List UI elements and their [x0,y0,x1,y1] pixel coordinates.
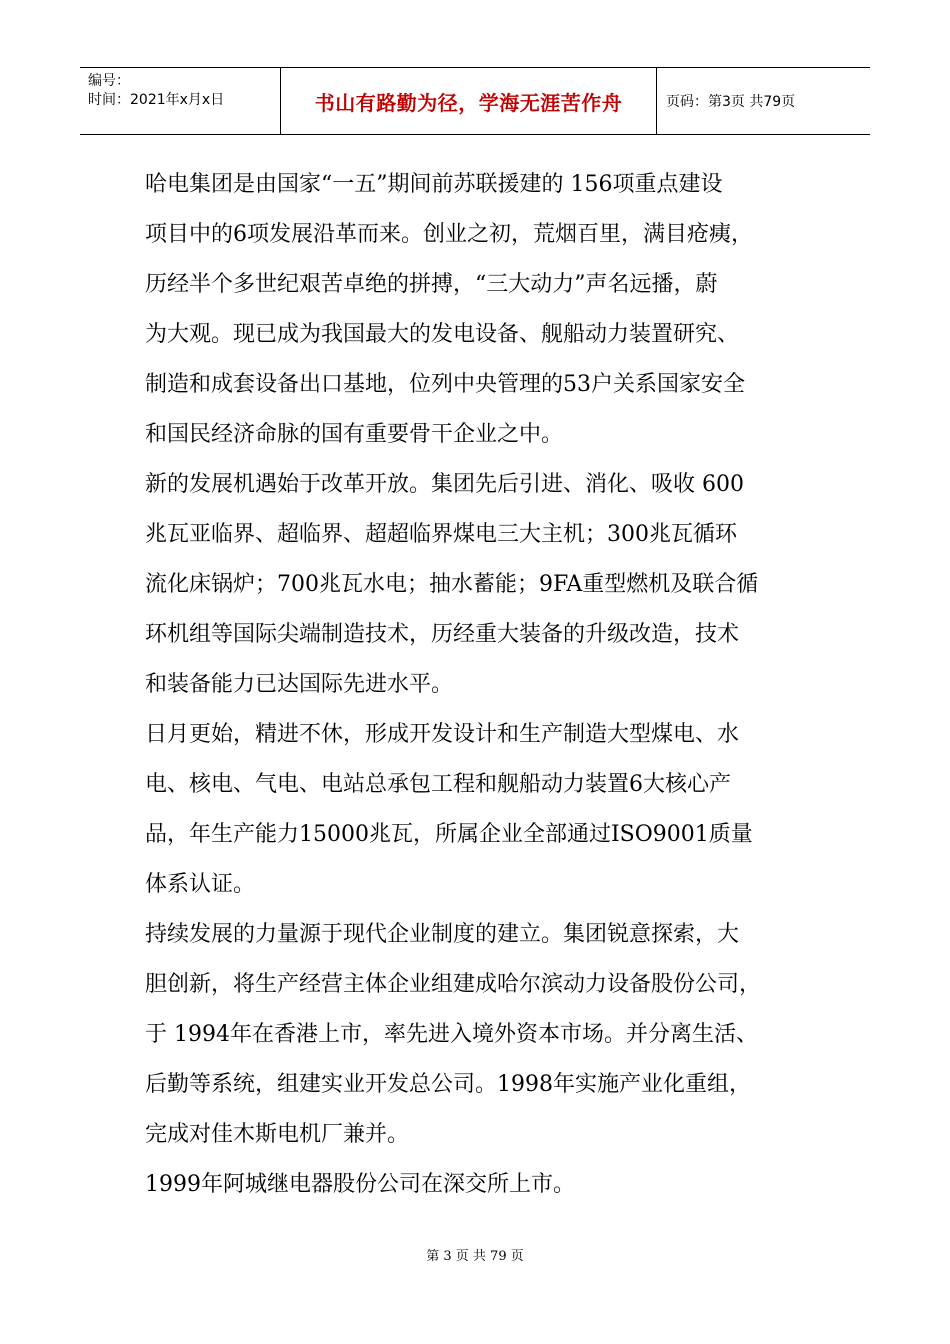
text-line: 体系认证。 [145,872,256,897]
text-line: 于 1994年在香港上市，率先进入境外资本市场。并分离生活、 [145,1022,758,1047]
text-line: 历经半个多世纪艰苦卓绝的拼搏，“三大动力”声名远播，蔚 [145,272,718,297]
text-line: 兆瓦亚临界、超临界、超超临界煤电三大主机；300兆瓦循环 [145,522,737,547]
text-line: 电、核电、气电、电站总承包工程和舰船动力装置6大核心产 [145,772,731,797]
text-line: 流化床锅炉；700兆瓦水电；抽水蓄能；9FA重型燃机及联合循 [145,572,759,597]
document-time-label: 时间：2021年x月x日 [88,92,225,108]
document-number-label: 编号： [88,73,130,89]
text-line: 和装备能力已达国际先进水平。 [145,672,454,697]
text-line: 新的发展机遇始于改革开放。集团先后引进、消化、吸收 600 [145,472,744,497]
text-line: 持续发展的力量源于现代企业制度的建立。集团锐意探索，大 [145,922,740,947]
text-line: 1999年阿城继电器股份公司在深交所上市。 [145,1172,575,1197]
text-line: 项目中的6项发展沿革而来。创业之初，荒烟百里，满目疮痍， [145,222,753,247]
text-line: 品，年生产能力15000兆瓦，所属企业全部通过ISO9001质量 [145,822,753,847]
text-line: 为大观。现已成为我国最大的发电设备、舰船动力装置研究、 [145,322,740,347]
text-line: 日月更始，精进不休，形成开发设计和生产制造大型煤电、水 [145,722,740,747]
text-line: 完成对佳木斯电机厂兼并。 [145,1122,410,1147]
header-page-info: 页码：第3页 共79页 [666,94,796,110]
text-line: 制造和成套设备出口基地，位列中央管理的53户关系国家安全 [145,372,745,397]
document-body [145,160,825,1210]
text-line: 和国民经济命脉的国有重要骨干企业之中。 [145,422,564,447]
page-header [80,67,870,135]
text-line: 环机组等国际尖端制造技术，历经重大装备的升级改造，技术 [145,622,740,647]
text-line: 胆创新，将生产经营主体企业组建成哈尔滨动力设备股份公司， [145,972,762,997]
header-meta-cell [80,68,281,134]
text-line: 哈电集团是由国家“一五”期间前苏联援建的 156项重点建设 [145,172,723,197]
text-line: 后勤等系统，组建实业开发总公司。1998年实施产业化重组， [145,1072,751,1097]
page-footer: 第 3 页 共 79 页 [426,1249,524,1264]
header-motto: 书山有路勤为径，学海无涯苦作舟 [281,68,657,134]
